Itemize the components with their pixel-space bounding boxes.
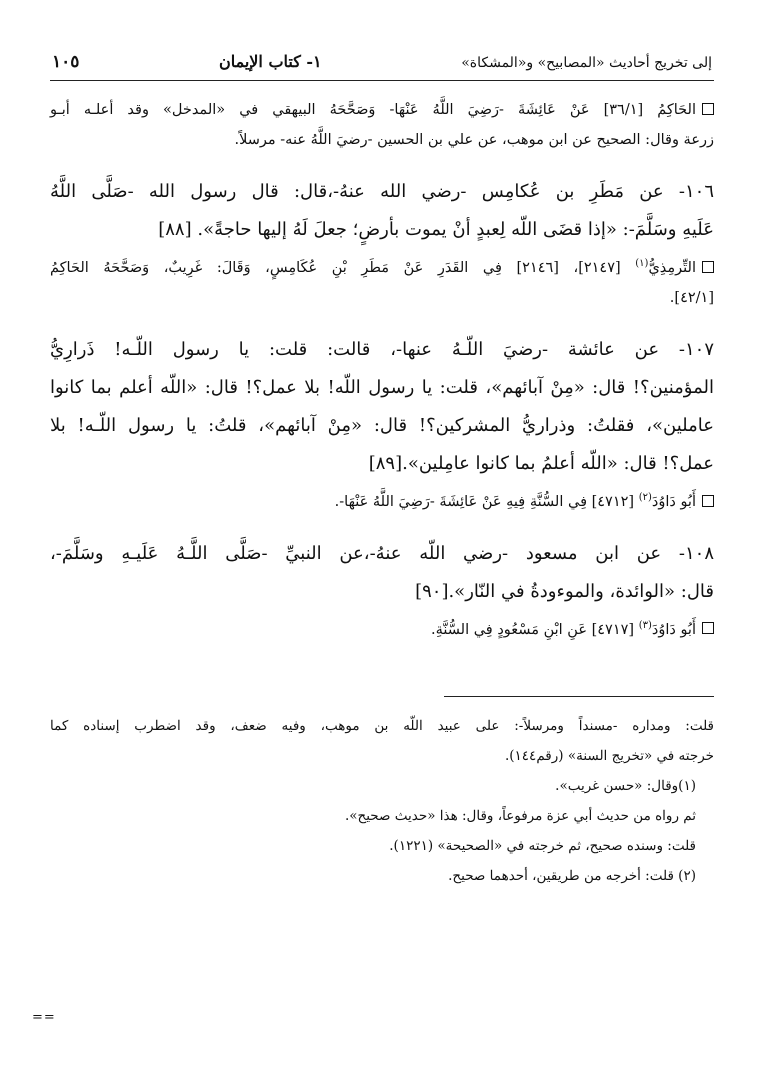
takhrij-line: [٤٢/١]. [669, 289, 714, 306]
page-number: ١٠٥ [52, 52, 80, 72]
footnote-line: قلت: وسنده صحيح، ثم خرجته في «الصحيحة» (١٢٢١). [389, 838, 696, 855]
chapter-title: ١- كتاب الإيمان [218, 52, 322, 71]
footnote-ref: (٢) [638, 491, 652, 503]
footnote-line: (٢) قلت: أخرجه من طريقين، أحدهما صحيح. [448, 868, 696, 885]
main-text [50, 95, 714, 644]
hadith-107-line: المؤمنين؟! قال: «مِنْ آبائهم»، قلت: يا رسول اللّه! بلا عمل؟! قال: «اللّه أعلم بما كانوا [50, 376, 714, 398]
footnote-line: قلت: ومداره -مسنداً ومرسلاً-: على عبيد اللّه بن موهب، وفيه ضعف، وقد اضطرب إسناده كما [50, 718, 714, 735]
checkbox-square-icon [702, 622, 714, 634]
hadith-106-line: ١٠٦- عن مَطَرِ بن عُكامِس -رضي الله عنهُ-،قال: قال رسول الله -صَلَّى اللَّهُ [50, 181, 714, 202]
footnote-line: ثم رواه من حديث أبي عزة مرفوعاً، وقال: هذا «حديث صحيح». [344, 808, 696, 825]
footnote-ref: (١) [635, 258, 649, 269]
hadith-108-line: قال: «الوائدة، والموءودةُ في النّار».[٩٠] [415, 580, 714, 602]
footnote-ref: (٣) [638, 619, 652, 631]
page-end-marker: == [32, 1010, 56, 1025]
takhrij-line: أَبُو دَاوُدَ$^{(٢)}$ [٤٧١٢] فِي السُّنَّةِ فِيهِ عَنْ عَائِشَةَ -رَضِيَ اللَّهُ عَنْهَا-. [50, 483, 714, 517]
takhrij-line: التِّرمِذِيُّ$^{(١)}$ [٢١٤٧]، [٢١٤٦] فِي القَدَرِ عَنْ مَطَرِ بْنِ عُكَامِسٍ، وَقَالَ: غَرِيبٌ، وَصَحَّحَهُ الحَاكِمُ [50, 249, 714, 283]
hadith-106-line: عَلَيهِ وسَلَّمَ-: «إذا قضَى اللّه لِعبدٍ أنْ يموت بأرضٍ؛ جعلَ لَهُ إليها حاجةً». [٨٨] [158, 219, 714, 240]
hadith-108-line: ١٠٨- عن ابن مسعود -رضي اللّه عنهُ-،عن النبيِّ -صَلَّى اللَّـهُ عَلَيـهِ وسَلَّمَ-، [50, 542, 714, 564]
footnote-separator [444, 696, 714, 697]
hadith-107-line: ١٠٧- عن عائشة -رضيَ اللّـهُ عنها-، قالت: قلت: يا رسول اللّـه! ذَرارِيُّ [50, 338, 714, 360]
footnote-line: خرجته في «تخريج السنة» (رقم١٤٤). [504, 748, 714, 765]
checkbox-square-icon [702, 495, 714, 507]
footnote-line: (١)وقال: «حسن غريب». [555, 778, 696, 795]
takhrij-line: أَبُو دَاوُدَ$^{(٣)}$ [٤٧١٧] عَنِ ابْنِ مَسْعُودٍ فِي السُّنَّةِ. [50, 611, 714, 645]
footnotes [50, 711, 714, 891]
hadith-107-line: عمل؟! قال: «اللّه أعلمُ بما كانوا عامِلين».[٨٩] [368, 452, 714, 474]
takhrij-line: زرعة وقال: الصحيح عن ابن موهب، عن علي بن الحسين -رضيَ اللَّهُ عنه- مرسلاً. [234, 132, 714, 148]
page [50, 52, 714, 891]
book-title: إلى تخريج أحاديث «المصابيح» و«المشكاة» [461, 55, 712, 71]
checkbox-square-icon [702, 261, 714, 273]
checkbox-square-icon [702, 103, 714, 115]
takhrij-line: الحَاكِمُ [٣٦/١] عَنْ عَائِشَةَ -رَضِيَ اللَّهُ عَنْهَا- وَصَحَّحَهُ البيهقي في «المدخل» وقد أعلـه أبـو [50, 95, 714, 125]
hadith-107-line: عاملين»، فقلتُ: وذراريُّ المشركين؟! قال: «مِنْ آبائهم»، قلتُ: يا رسول اللّـه! بلا [50, 414, 714, 436]
running-header [50, 52, 714, 81]
